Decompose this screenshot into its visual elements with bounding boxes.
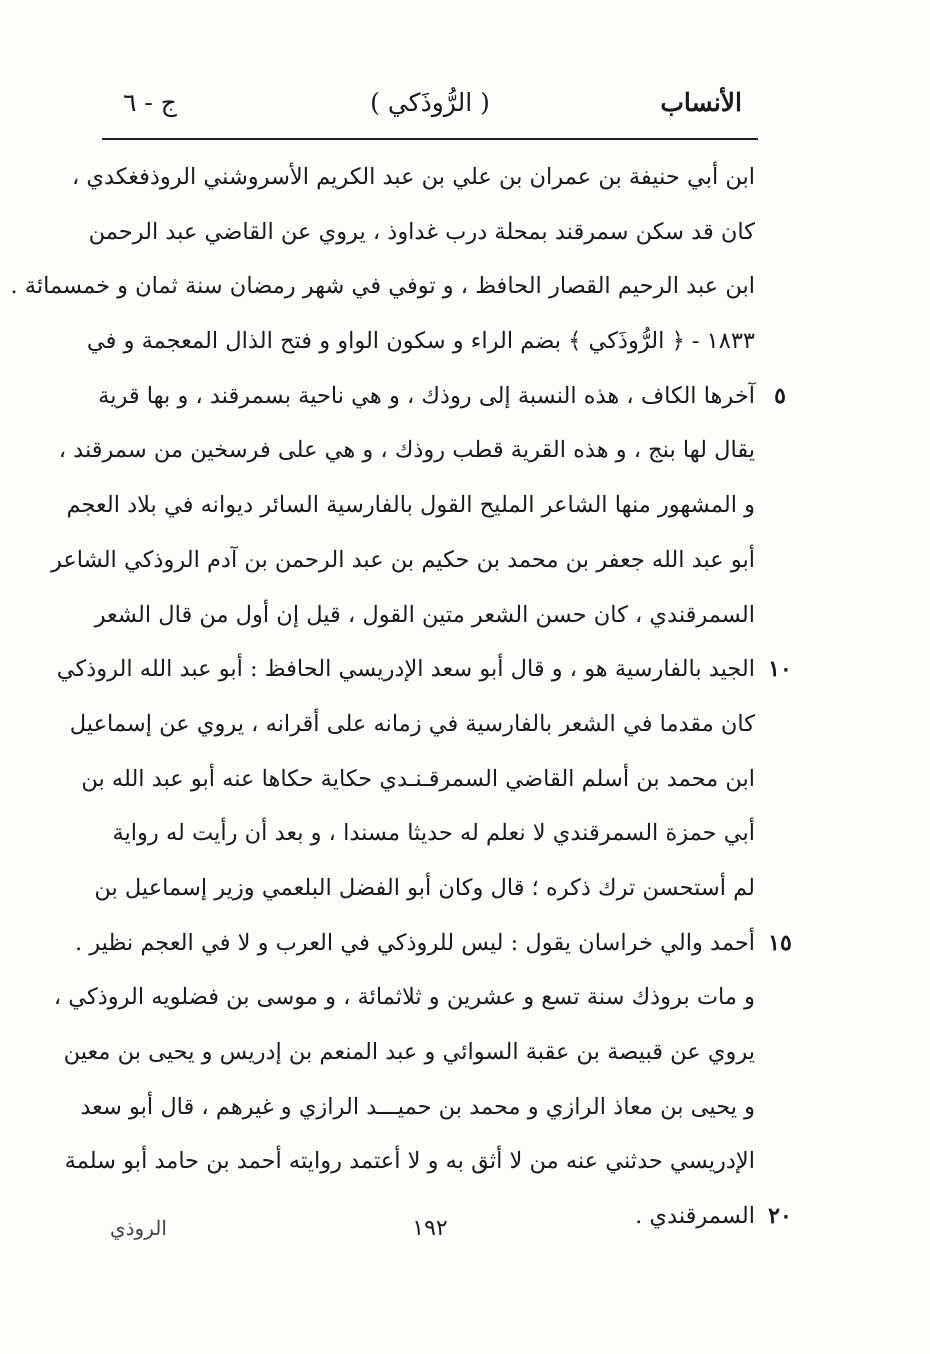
catchword: الروذي [110,1216,167,1240]
line-number: ٢٠ [768,1203,792,1230]
text-line [56,642,800,697]
line-text: و المشهور منها الشاعر المليح القول بالفارسية السائر ديوانه في بلاد العجم [66,492,755,519]
page-footer [100,1208,760,1252]
line-text: آخرها الكاف ، هذه النسبة إلى روذك ، و هي ناحية بسمرقند ، و بها قرية [98,382,755,409]
text-line [94,588,800,643]
text-line [53,970,800,1025]
line-text: أبي حمزة السمرقندي لا نعلم له حديثا مسندا ، و بعد أن رأيت له رواية [112,820,755,847]
text-line [66,478,800,533]
line-text: ابن أبي حنيفة بن عمران بن علي بن عبد الكريم الأسروشني الروذفغكدي ، [71,164,755,190]
text-body [10,150,800,1244]
text-line [10,259,800,314]
line-text: أبو عبد الله جعفر بن محمد بن حكيم بن عبد الرحمن بن آدم الروذكي الشاعر [50,546,755,573]
entry-title: ( الرُّوذَكي ) [370,88,490,117]
line-number: ١٠ [768,656,792,683]
page-number: ١٩٢ [412,1216,448,1241]
text-line [100,806,800,861]
line-text: و مات بروذك سنة تسع و عشرين و ثلاثمائة ، و موسى بن فضلويه الروذكي ، [53,984,755,1011]
volume-number: ج - ٦ [123,88,177,117]
line-number: ٥ [774,382,786,409]
line-text: أحمد والي خراسان يقول : ليس للروذكي في العرب و لا في العجم نظير . [74,929,755,956]
line-text: ١٨٣٣ - ﴿ الرُّوذَكي ﴾ بضم الراء و سكون الواو و فتح الذال المعجمة و في [86,328,755,355]
line-text: لم أستحسن ترك ذكره ؛ قال وكان أبو الفضل البلعمي وزير إسماعيل بن [94,874,755,901]
text-line [80,1080,800,1135]
text-line [50,533,800,588]
text-line [94,861,800,916]
line-text: كان قد سكن سمرقند بمحلة درب غداوذ ، يروي عن القاضي عبد الرحمن [88,218,755,245]
text-line [88,205,800,260]
line-text: السمرقندي . [635,1203,755,1230]
page-header [100,82,760,130]
line-text: و يحيى بن معاذ الرازي و محمد بن حميـــد الرازي و غيرهم ، قال أبو سعد [80,1093,755,1120]
line-text: الجيد بالفارسية هو ، و قال أبو سعد الإدريسي الحافظ : أبو عبد الله الروذكي [56,656,755,683]
text-line [81,752,800,807]
text-line [74,916,800,971]
line-text: الإدريسي حدثني عنه من لا أثق به و لا أعتمد روايته أحمد بن حامد أبو سلمة [64,1148,755,1175]
text-line [71,150,800,205]
text-line [58,423,800,478]
line-text: كان مقدما في الشعر بالفارسية في زمانه على أقرانه ، يروي عن إسماعيل [69,710,755,737]
line-text: يقال لها بنج ، و هذه القرية قطب روذك ، و هي على فرسخين من سمرقند ، [58,437,755,464]
line-text: ابن عبد الرحيم القصار الحافظ ، و توفي في شهر رمضان سنة ثمان و خمسمائة . [10,273,755,300]
text-line [69,697,800,752]
text-line [100,369,800,424]
line-text: يروي عن قبيصة بن عقبة السوائي و عبد المنعم بن إدريس و يحيى بن معين [63,1039,755,1065]
text-line [63,1025,800,1080]
line-text: السمرقندي ، كان حسن الشعر متين القول ، قيل إن أول من قال الشعر [94,601,755,628]
book-title: الأنساب [660,88,742,117]
line-number: ١٥ [768,929,792,956]
header-rule [102,138,758,140]
text-line [86,314,800,369]
text-line [64,1134,800,1189]
line-text: ابن محمد بن أسلم القاضي السمرقـنـدي حكاية حكاها عنه أبو عبد الله بن [81,765,755,792]
